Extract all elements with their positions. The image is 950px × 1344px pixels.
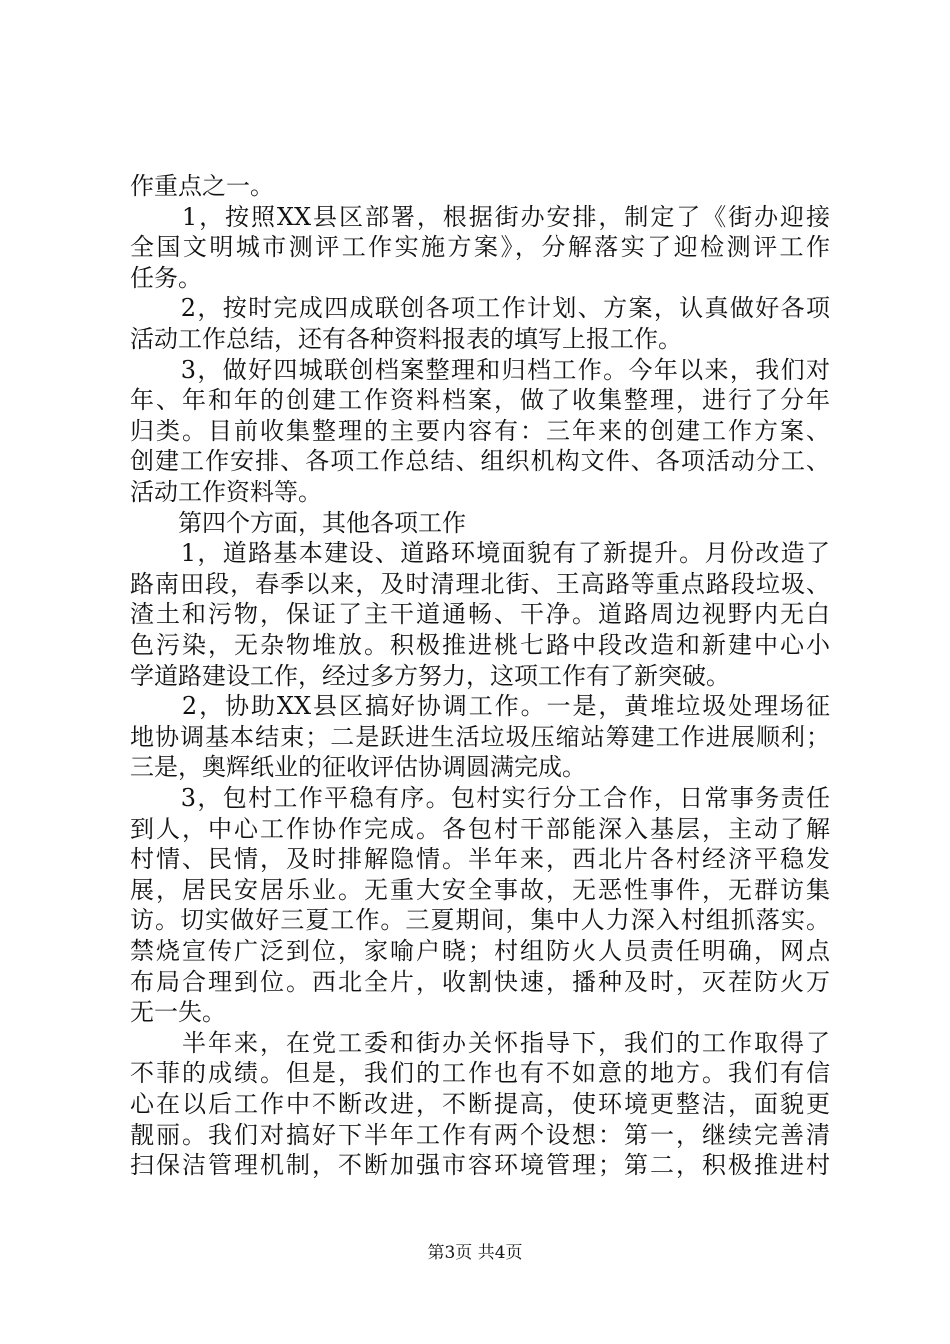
section-heading: 第四个方面，其他各项工作 — [130, 508, 466, 537]
text-line: 1，按照XX县区部署，根据街办安排，制定了《街办迎接 — [130, 202, 830, 231]
text-line: 展，居民安居乐业。无重大安全事故，无恶性事件，无群访集 — [130, 875, 830, 904]
text-line: 访。切实做好三夏工作。三夏期间，集中人力深入村组抓落实。 — [130, 906, 830, 935]
text-line: 年、年和年的创建工作资料档案，做了收集整理，进行了分年 — [130, 386, 830, 415]
text-line: 布局合理到位。西北全片，收割快速，播种及时，灭茬防火万 — [130, 967, 830, 996]
text-line: 1，道路基本建设、道路环境面貌有了新提升。月份改造了 — [130, 539, 830, 568]
text-line: 色污染，无杂物堆放。积极推进桃七路中段改造和新建中心小 — [130, 631, 830, 659]
text-line: 扫保洁管理机制，不断加强市容环境管理；第二，积极推进村 — [130, 1151, 830, 1180]
text-line: 心在以后工作中不断改进，不断提高，使环境更整洁，面貌更 — [130, 1090, 830, 1118]
text-line: 3，做好四城联创档案整理和归档工作。今年以来，我们对 — [130, 355, 830, 384]
text-line: 渣土和污物，保证了主干道通畅、干净。道路周边视野内无白 — [130, 600, 830, 629]
text-line: 禁烧宣传广泛到位，家喻户晓；村组防火人员责任明确，网点 — [130, 937, 830, 965]
text-line: 学道路建设工作，经过多方努力，这项工作有了新突破。 — [130, 661, 730, 690]
text-line: 村情、民情，及时排解隐情。半年来，西北片各村经济平稳发 — [130, 845, 830, 874]
text-line: 归类。目前收集整理的主要内容有：三年来的创建工作方案、 — [130, 416, 830, 445]
text-line: 2，协助XX县区搞好协调工作。一是，黄堆垃圾处理场征 — [130, 692, 830, 721]
text-line: 到人，中心工作协作完成。各包村干部能深入基层，主动了解 — [130, 814, 830, 843]
text-line: 不菲的成绩。但是，我们的工作也有不如意的地方。我们有信 — [130, 1059, 830, 1088]
page-number-footer: 第3页 共4页 — [427, 1243, 523, 1263]
text-line: 地协调基本结束；二是跃进生活垃圾压缩站筹建工作进展顺利； — [130, 722, 830, 751]
text-line: 三是，奥辉纸业的征收评估协调圆满完成。 — [130, 753, 586, 782]
text-line: 活动工作总结，还有各种资料报表的填写上报工作。 — [130, 325, 682, 353]
text-line: 任务。 — [130, 263, 202, 292]
text-line: 2，按时完成四成联创各项工作计划、方案，认真做好各项 — [130, 294, 830, 323]
text-line: 活动工作资料等。 — [130, 478, 322, 506]
text-line: 半年来，在党工委和街办关怀指导下，我们的工作取得了 — [130, 1028, 830, 1057]
text-line: 作重点之一。 — [130, 172, 274, 200]
text-line: 无一失。 — [130, 998, 226, 1027]
text-line: 创建工作安排、各项工作总结、组织机构文件、各项活动分工、 — [130, 447, 830, 476]
text-line: 路南田段，春季以来，及时清理北街、王高路等重点路段垃圾、 — [130, 569, 830, 598]
text-line: 全国文明城市测评工作实施方案》，分解落实了迎检测评工作 — [130, 233, 830, 262]
text-line: 靓丽。我们对搞好下半年工作有两个设想：第一，继续完善清 — [130, 1120, 830, 1149]
text-line: 3，包村工作平稳有序。包村实行分工合作，日常事务责任 — [130, 784, 830, 812]
